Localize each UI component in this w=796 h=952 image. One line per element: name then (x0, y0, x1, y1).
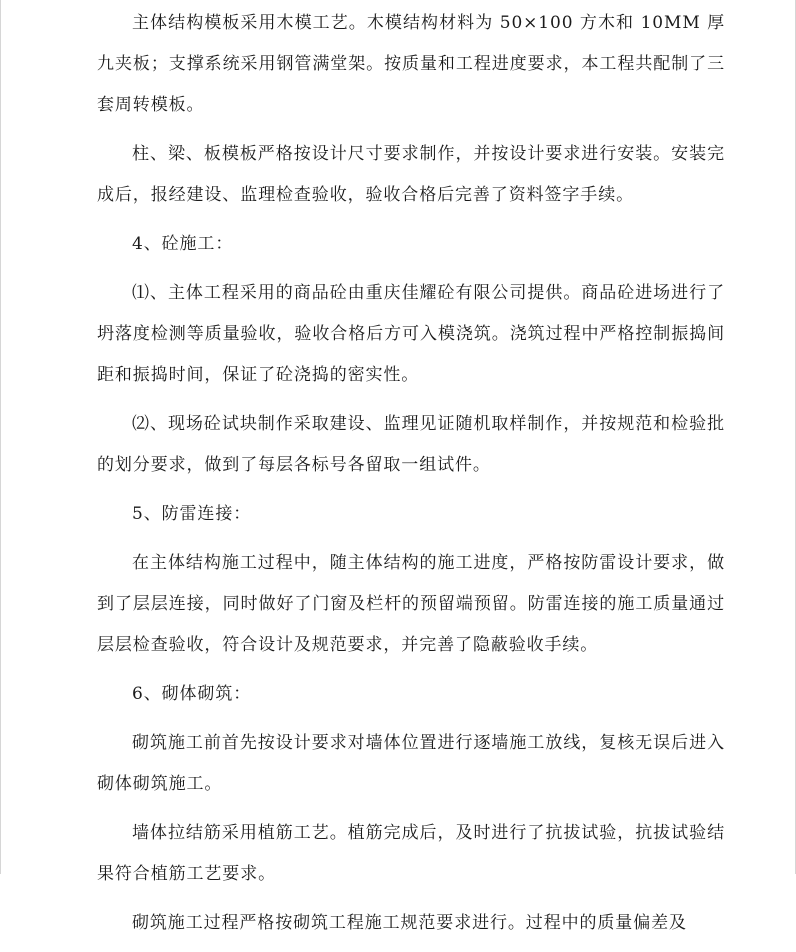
paragraph-concrete-test-blocks: ⑵、现场砼试块制作采取建设、监理见证随机取样制作，并按规范和检验批的划分要求，做到了每层各标号各留取一组试件。 (97, 414, 725, 475)
heading-concrete-construction: 4、砼施工： (132, 234, 234, 254)
paragraph-formwork-process: 主体结构模板采用木模工艺。木模结构材料为 50×100 方木和 10MM 厚九夹板；支撑系统采用钢管满堂架。按质量和工程进度要求，本工程共配制了三套周转模板。 (97, 13, 725, 115)
document-body (97, 3, 725, 952)
heading-masonry: 6、砌体砌筑： (132, 684, 252, 704)
paragraph-lightning-connection: 在主体结构施工过程中，随主体结构的施工进度，严格按防雷设计要求，做到了层层连接，同时做好了门窗及栏杆的预留端预留。防雷连接的施工质量通过层层检查验收，符合设计及规范要求，并完善了隐蔽验收手续。 (97, 553, 725, 655)
paragraph-masonry-layout: 砌筑施工前首先按设计要求对墙体位置进行逐墙施工放线，复核无误后进入砌体砌筑施工。 (97, 733, 725, 794)
paragraph-formwork-installation: 柱、梁、板模板严格按设计尺寸要求制作，并按设计要求进行安装。安装完成后，报经建设、监理检查验收，验收合格后完善了资料签字手续。 (97, 144, 725, 205)
paragraph-masonry-process: 砌筑施工过程严格按砌筑工程施工规范要求进行。过程中的质量偏差及 (132, 913, 687, 933)
paragraph-concrete-supply: ⑴、主体工程采用的商品砼由重庆佳耀砼有限公司提供。商品砼进场进行了坍落度检测等质量验收，验收合格后方可入模浇筑。浇筑过程中严格控制振捣间距和振捣时间，保证了砼浇捣的密实性。 (97, 283, 725, 385)
paragraph-tie-bars: 墙体拉结筋采用植筋工艺。植筋完成后，及时进行了抗拔试验，抗拔试验结果符合植筋工艺要求。 (97, 823, 725, 884)
heading-lightning-protection: 5、防雷连接： (132, 504, 252, 524)
